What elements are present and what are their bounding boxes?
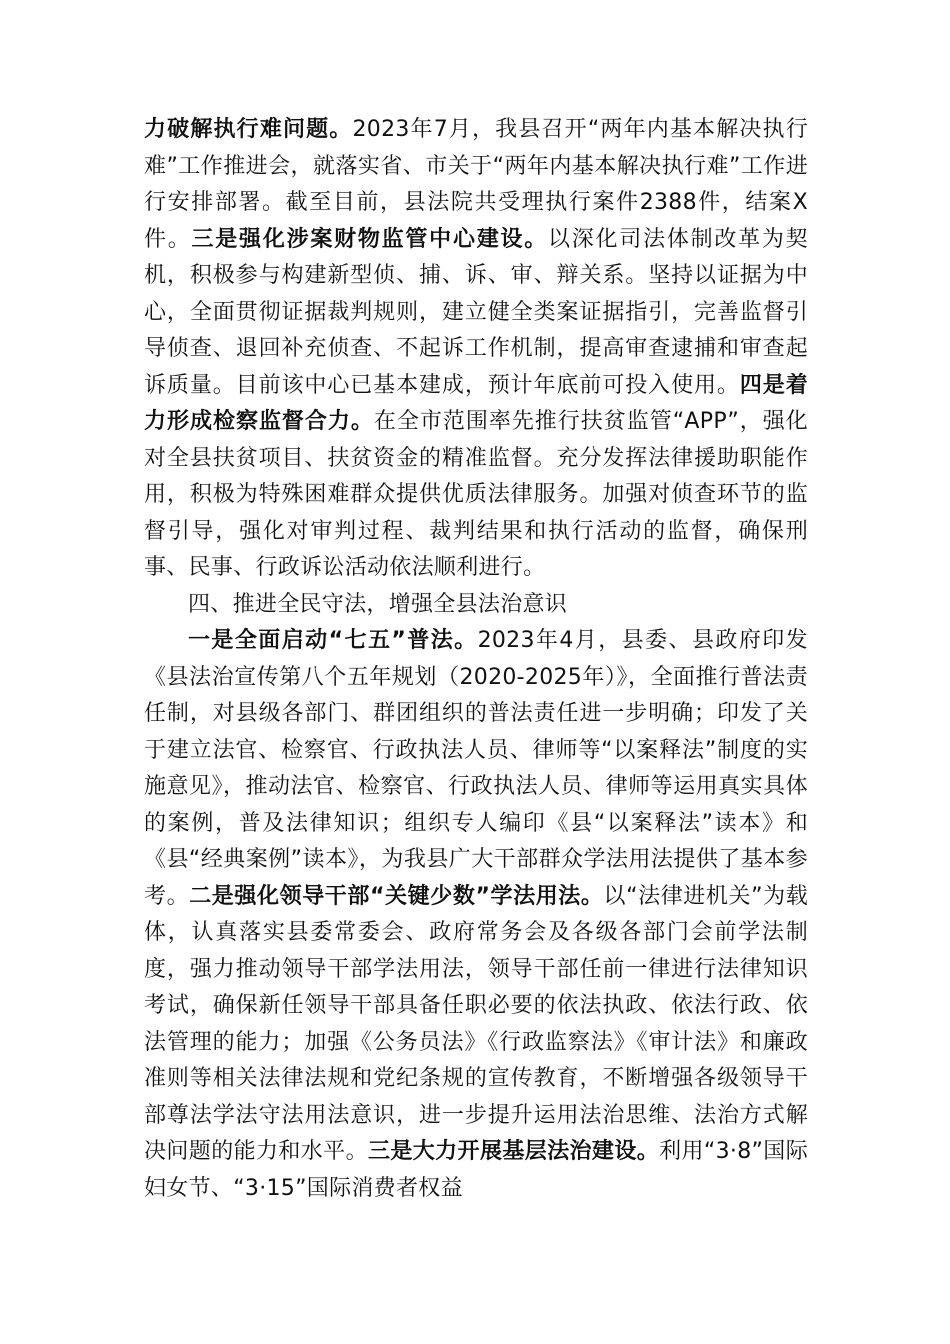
paragraph [144, 623, 808, 1207]
section-heading [144, 587, 808, 624]
body-text: 在全市范围率先推行扶贫监管“APP”，强化对全县扶贫项目、扶贫资金的精准监督。充分发挥法律援助职能作用，积极为特殊困难群众提供优质法律服务。加强对侦查环节的监督引导，强化对审判过程、裁判结果和执行活动的监督，确保刑事、民事、行政诉讼活动依法顺利进行。 [144, 409, 808, 580]
section-heading-text: 四、推进全民守法，增强全县法治意识 [188, 591, 568, 617]
body-text: 以“法律进机关”为载体，认真落实县委常委会、政府常务会及各级各部门会前学法制度，强力推动领导干部学法用法，领导干部任前一律进行法律知识考试，确保新任领导干部具备任职必要的依法执政、依法行政、依法管理的能力；加强《公务员法》《行政监察法》《审计法》和廉政准则等相关法律法规和党纪条规的宣传教育，不断增强各级领导干部尊法学法守法用法意识，进一步提升运用法治思维、法治方式解决问题的能力和水平。 [144, 883, 809, 1164]
bold-heading-text: 二是强化领导干部“关键少数”学法用法。 [189, 883, 604, 909]
body-text: 2023年7月，我县召开“两年内基本解决执行难”工作推进会，就落实省、市关于“两年内基本解决执行难”工作进行安排部署。截至目前，县法院共受理执行案件2388件，结案X件。 [144, 117, 809, 252]
bold-heading-text: 三是大力开展基层法治建设。 [367, 1139, 660, 1164]
bold-heading-text: 三是强化涉案财物监管中心建设。 [191, 226, 549, 252]
paragraph-continued [144, 112, 808, 587]
document-page [144, 112, 808, 1207]
body-text: 利用“3·8”国际妇女节、“3·15”国际消费者权益 [144, 1139, 808, 1201]
bold-heading-text: 力破解执行难问题。 [144, 117, 353, 142]
bold-heading-text: 一是全面启动“七五”普法。 [188, 628, 478, 653]
body-text: 以深化司法体制改革为契机，积极参与构建新型侦、捕、诉、审、辩关系。坚持以证据为中心，全面贯彻证据裁判规则，建立健全类案证据指引，完善监督引导侦查、退回补充侦查、不起诉工作机制，提高审查逮捕和审查起诉质量。目前该中心已基本建成，预计年底前可投入使用。 [144, 226, 808, 398]
bold-heading-text: 四是着力形成检察监督合力。 [144, 372, 808, 434]
body-text: 2023年4月，县委、县政府印发《县法治宣传第八个五年规划（2020-2025年）》，全面推行普法责任制，对县级各部门、群团组织的普法责任进一步明确；印发了关于建立法官、检察官、行政执法人员、律师等“以案释法”制度的实施意见》，推动法官、检察官、行政执法人员、律师等运用真实具体的案例，普及法律知识；组织专人编印《县“以案释法”读本》和《县“经典案例”读本》，为我县广大干部群众学法用法提供了基本参考。 [144, 628, 808, 909]
